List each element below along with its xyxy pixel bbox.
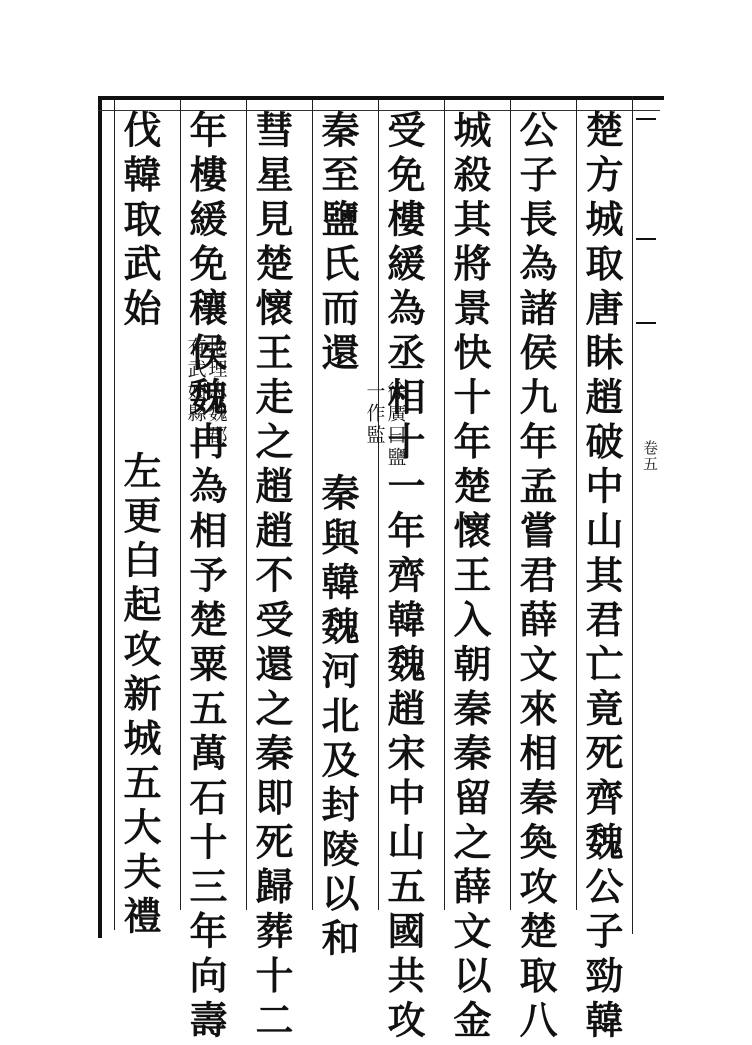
note-line: 地理志魏郡 [205, 336, 228, 447]
text-column [172, 110, 238, 1045]
margin-mark [636, 238, 656, 240]
margin-mark [636, 322, 656, 324]
text-column [568, 110, 634, 1045]
text-column [502, 110, 568, 1045]
main-text: 秦與韓魏河北及封陵以和 [315, 473, 360, 963]
main-text: 伐韓取武始 [117, 110, 162, 333]
main-text: 秦至鹽氏而還 [315, 110, 360, 377]
text-column [370, 110, 436, 1045]
juan-label: 卷五 [641, 440, 659, 472]
main-text: 城殺其將景快十年楚懷王入朝秦秦留之薛文以金 [447, 110, 492, 1045]
note-line: 有武始縣 [184, 336, 207, 425]
interlinear-note [53, 337, 226, 447]
note-line: 一作監 [363, 381, 386, 447]
main-text: 受免樓緩為丞相十一年齊韓魏趙宋中山五國共攻 [381, 110, 426, 1045]
main-text: 公子長為諸侯九年孟嘗君薛文來相秦奐攻楚取八 [513, 110, 558, 1045]
main-text: 左更白起攻新城五大夫禮 [117, 450, 162, 940]
text-column [436, 110, 502, 1045]
margin-strip [632, 96, 661, 934]
note-line: 徐廣曰鹽 [384, 381, 407, 469]
main-text: 年樓緩免穰侯魏冉為相予楚粟五萬石十三年向壽 [183, 110, 228, 1045]
main-text: 彗星見楚懷王走之趙趙不受還之秦即死歸葬十二 [249, 110, 294, 1045]
main-text: 楚方城取唐眛趙破中山其君亡竟死齊魏公子勁韓 [579, 110, 624, 1045]
text-column [238, 110, 304, 1045]
margin-mark [636, 118, 656, 120]
